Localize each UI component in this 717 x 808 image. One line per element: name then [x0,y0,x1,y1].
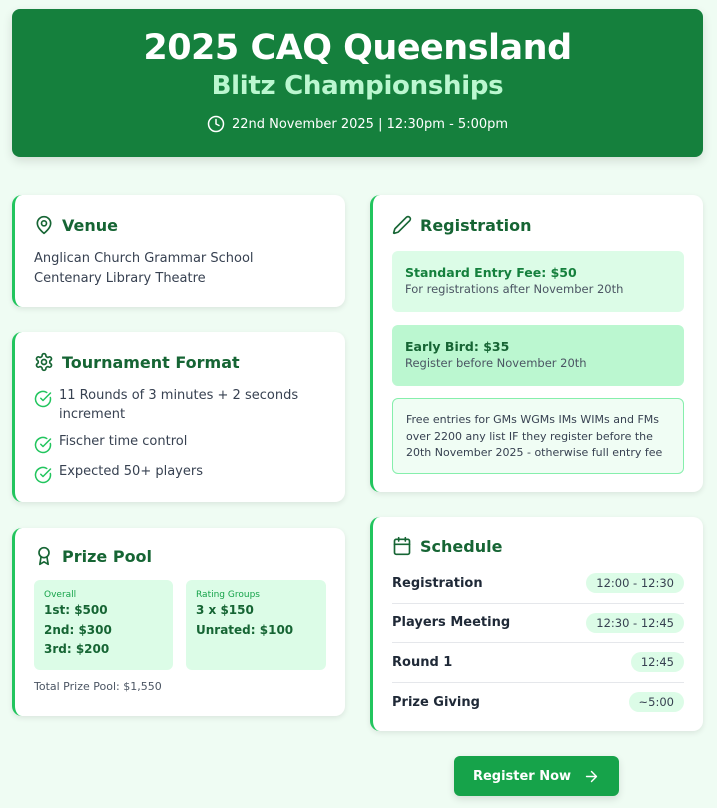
map-pin-icon [34,215,54,235]
time-badge: 12:30 - 12:45 [586,613,684,633]
check-circle-icon [34,466,52,484]
event-header [12,9,703,157]
venue-card [12,195,345,307]
venue-title: Venue [62,215,118,235]
venue-line: Anglican Church Grammar School [34,251,254,266]
gear-icon [34,352,54,372]
register-now-label: Register Now [472,768,572,784]
prize-card [12,528,345,716]
schedule-row: Players Meeting 12:30 - 12:45 [392,604,684,644]
time-badge: 12:00 - 12:30 [586,573,684,593]
schedule-row: Registration 12:00 - 12:30 [392,564,684,604]
list-item: 11 Rounds of 3 minutes + 2 seconds increment [34,386,325,424]
prize-rating-box: Rating Groups 3 x $150 Unrated: $100 [186,580,326,670]
list-item: Expected 50+ players [34,462,325,484]
early-bird-box: Early Bird: $35 Register before November 20th [392,325,684,386]
check-circle-icon [34,390,52,408]
list-item: Fischer time control [34,432,325,454]
award-icon [34,546,54,566]
schedule-title: Schedule [420,536,503,556]
calendar-icon [392,536,412,556]
time-badge: 12:45 [631,652,684,672]
prize-overall-box: Overall 1st: $500 2nd: $300 3rd: $200 [34,580,173,670]
prize-rating-label: Rating Groups [196,590,260,600]
event-date [207,115,508,133]
venue-line: Centenary Library Theatre [34,271,206,286]
clock-icon [207,115,225,133]
event-date-text: 22nd November 2025 | 12:30pm - 5:00pm [231,116,509,132]
prize-total: Total Prize Pool: $1,550 [34,680,162,693]
arrow-right-icon [583,768,600,785]
schedule-row: Round 1 12:45 [392,643,684,683]
format-card [12,332,345,502]
registration-title: Registration [420,215,532,235]
schedule-card [370,517,703,731]
prize-overall-label: Overall [44,590,77,600]
free-entry-note: Free entries for GMs WGMs IMs WIMs and FMs over 2200 any list IF they register before the 20th November 2025 - otherwise full entry fee [392,398,684,474]
register-now-button[interactable] [454,756,619,796]
pencil-icon [392,215,412,235]
registration-card [370,195,703,492]
schedule-list [392,564,684,722]
schedule-row: Prize Giving ~5:00 [392,683,684,723]
time-badge: ~5:00 [629,692,684,712]
format-title: Tournament Format [62,352,240,372]
standard-fee-box: Standard Entry Fee: $50 For registrations after November 20th [392,251,684,312]
event-title: 2025 CAQ Queensland [143,28,572,68]
event-subtitle: Blitz Championships [211,71,504,101]
check-circle-icon [34,436,52,454]
prize-title: Prize Pool [62,546,153,566]
format-list [34,386,325,484]
